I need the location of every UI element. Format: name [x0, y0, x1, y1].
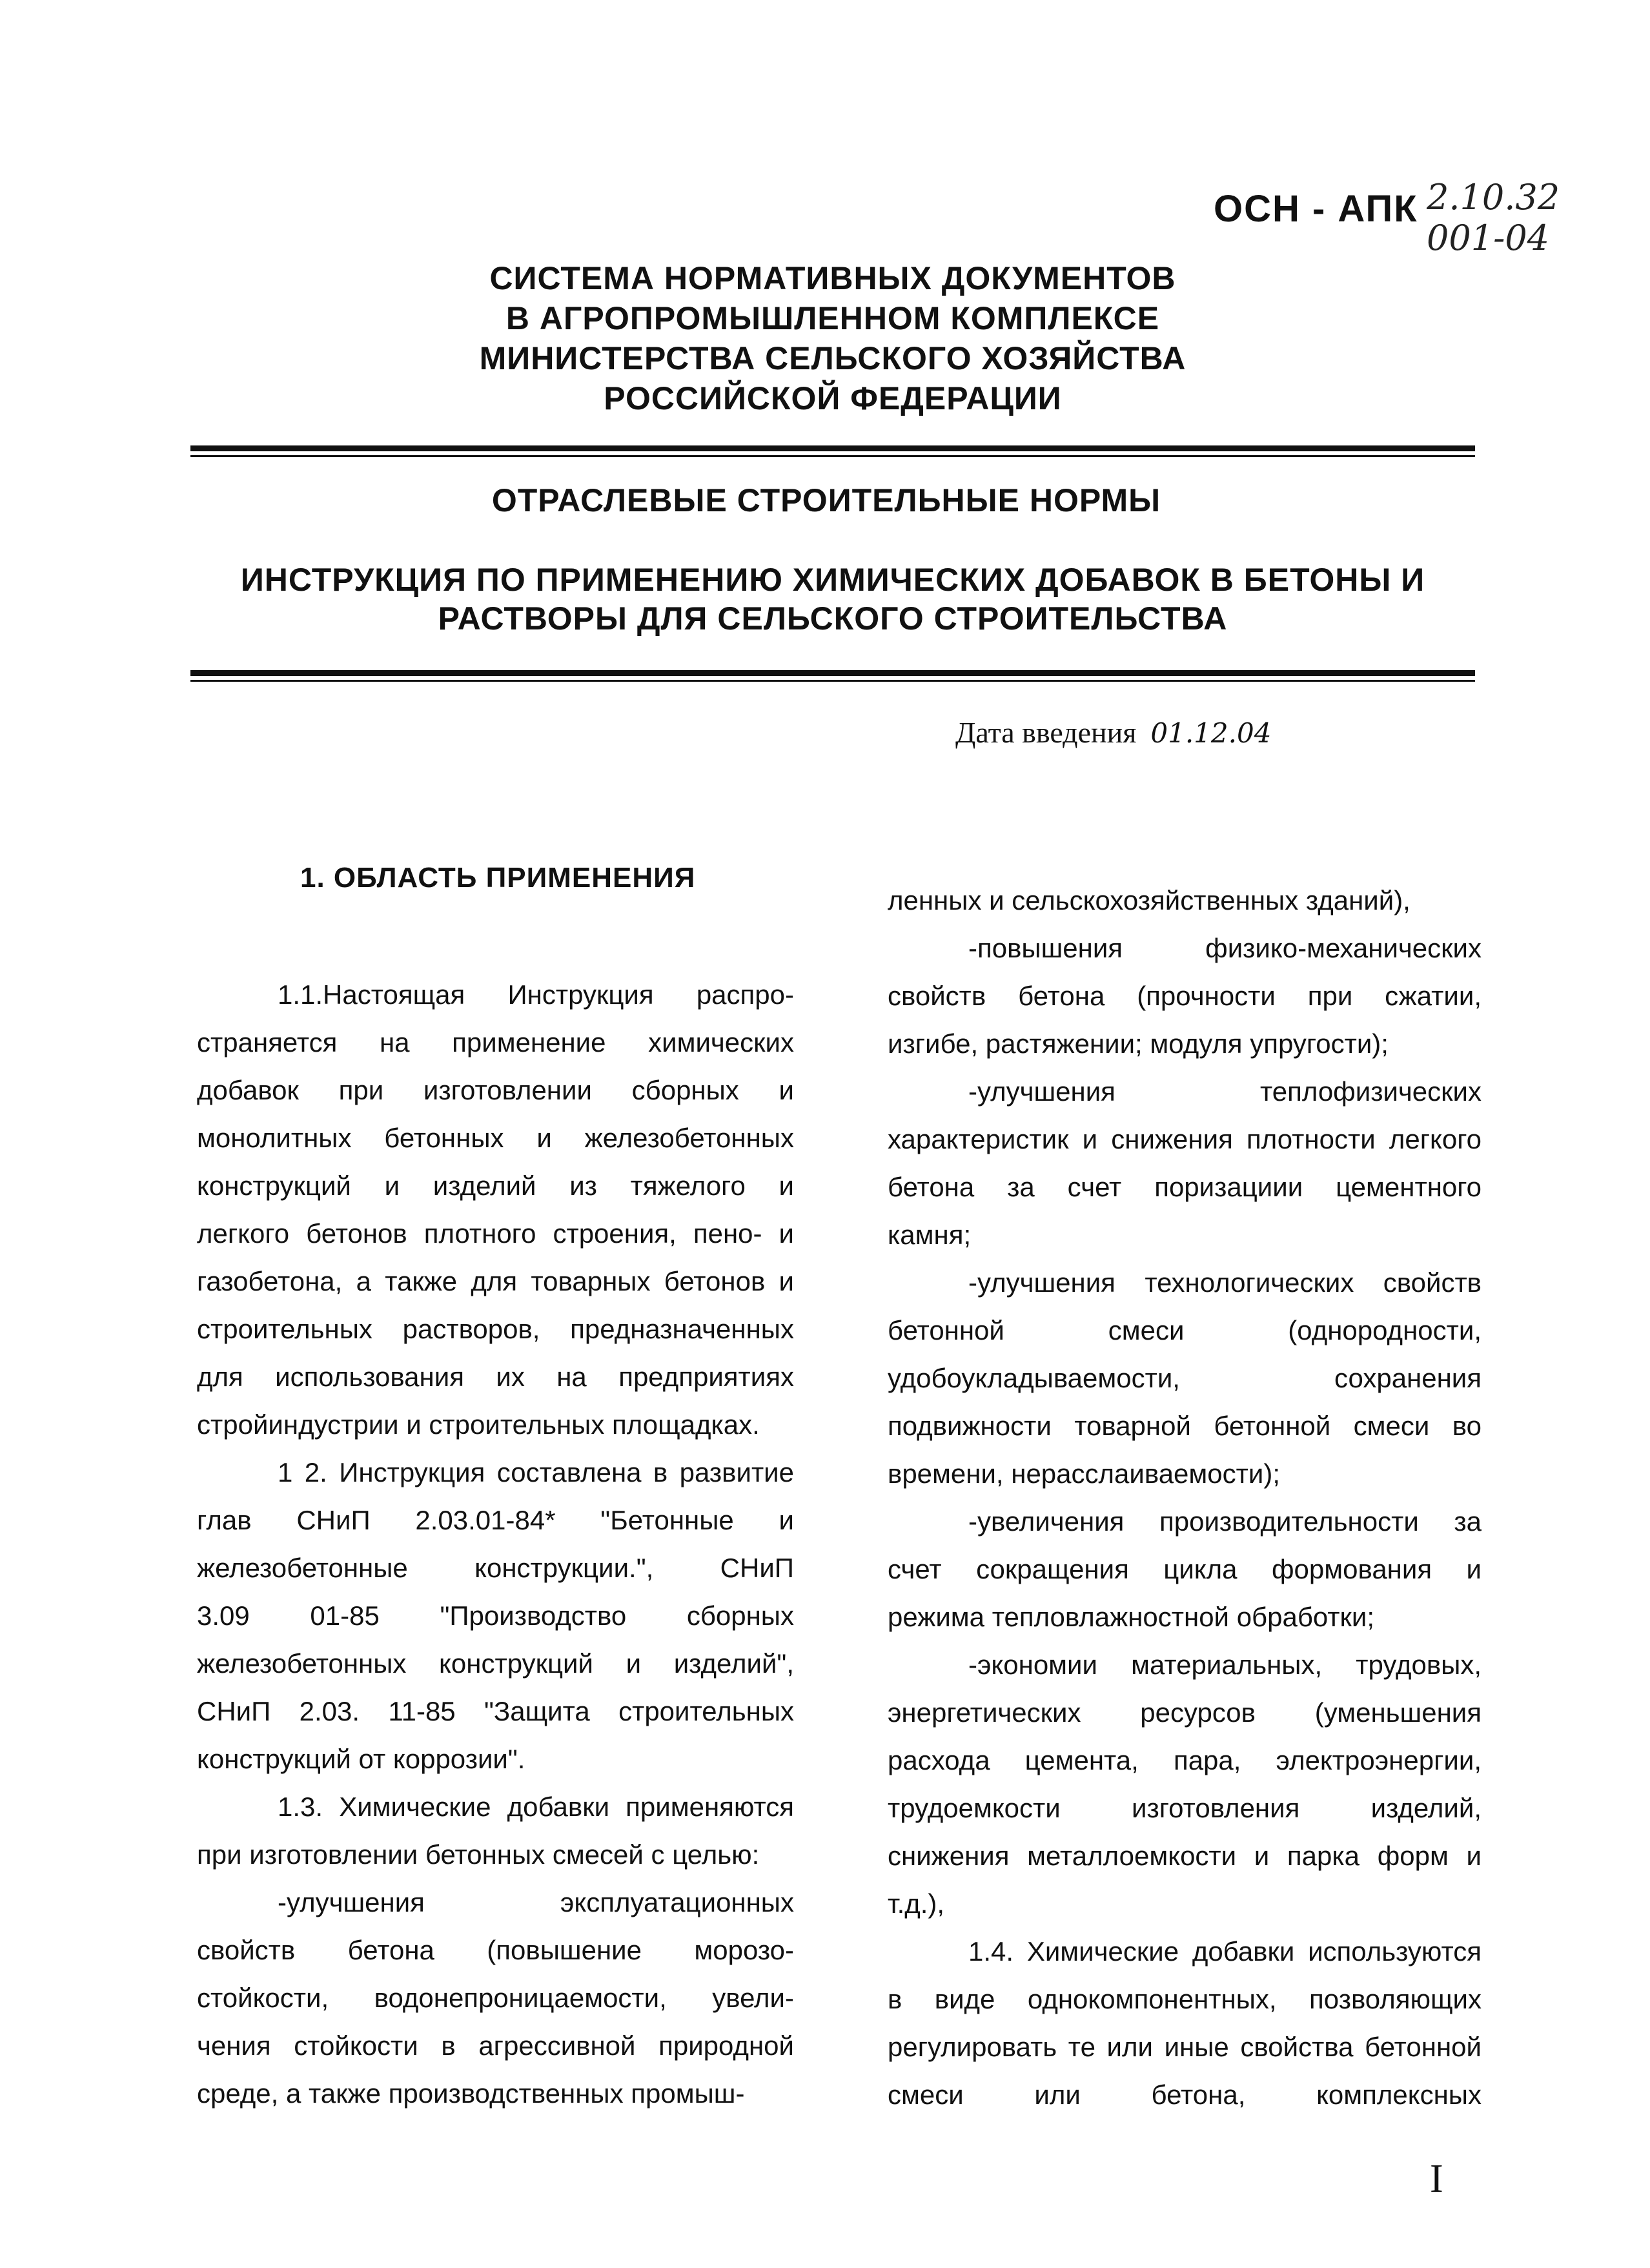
text-line: железобетонных конструкций и изделий", — [197, 1648, 794, 1679]
document-code — [1214, 173, 1575, 258]
system-title-line: СИСТЕМА НОРМАТИВНЫХ ДОКУМЕНТОВ — [489, 260, 1176, 296]
instruction-title — [187, 560, 1478, 638]
bottom-divider — [190, 670, 1475, 682]
text-line: -улучшения теплофизических — [968, 1076, 1482, 1107]
text-line: подвижности товарной бетонной смеси во — [888, 1411, 1482, 1441]
text-line: трудоемкости изготовления изделий, — [888, 1793, 1482, 1823]
text-line: чения стойкости в агрессивной природной — [197, 2030, 794, 2061]
system-title-line: В АГРОПРОМЫШЛЕННОМ КОМПЛЕКСЕ — [505, 300, 1160, 336]
text-line: стойкости, водонепроницаемости, увели- — [197, 1983, 794, 2013]
text-line: камня; — [888, 1220, 972, 1250]
text-line: конструкций от коррозии". — [197, 1744, 525, 1774]
introduction-date — [955, 715, 1536, 750]
date-value: 01.12.04 — [1150, 717, 1272, 749]
text-line: при изготовлении бетонных смесей с целью: — [197, 1839, 760, 1870]
date-label: Дата введения — [955, 716, 1137, 749]
text-line: снижения металлоемкости и парка форм и — [888, 1841, 1482, 1871]
text-line: счет сокращения цикла формования и — [888, 1554, 1482, 1584]
text-line: -увеличения производительности за — [968, 1506, 1482, 1537]
left-column — [197, 971, 794, 2118]
text-line: удобоукладываемости, сохранения — [888, 1363, 1482, 1393]
text-line: ленных и сельскохозяйственных зданий), — [888, 885, 1411, 915]
text-line: легкого бетонов плотного строения, пено- и — [197, 1218, 794, 1249]
text-line: -повышения физико-механических — [968, 933, 1482, 963]
text-line: глав СНиП 2.03.01-84* "Бетонные и — [197, 1505, 794, 1535]
text-line: газобетона, а также для товарных бетонов и — [197, 1266, 794, 1296]
text-line: свойств бетона (повышение морозо- — [197, 1935, 794, 1965]
text-line: расхода цемента, пара, электроэнергии, — [888, 1745, 1482, 1775]
norms-title: ОТРАСЛЕВЫЕ СТРОИТЕЛЬНЫЕ НОРМЫ — [491, 482, 1161, 518]
text-line: смеси или бетона, комплексных — [888, 2079, 1482, 2110]
text-line: 1.1.Настоящая Инструкция распро- — [278, 979, 794, 1010]
text-line: в виде однокомпонентных, позволяющих — [888, 1984, 1482, 2014]
text-line: 3.09 01-85 "Производство сборных — [197, 1600, 794, 1631]
text-line: 1.3. Химические добавки применяются — [278, 1792, 794, 1822]
text-line: т.д.), — [888, 1888, 945, 1919]
text-line: режима тепловлажностной обработки; — [888, 1602, 1375, 1632]
system-title-line: РОССИЙСКОЙ ФЕДЕРАЦИИ — [604, 380, 1062, 416]
page-number: I — [1430, 2157, 1443, 2201]
text-line: СНиП 2.03. 11-85 "Защита строительных — [197, 1696, 794, 1726]
section-heading: 1. ОБЛАСТЬ ПРИМЕНЕНИЯ — [300, 862, 696, 894]
instruction-title-line: РАСТВОРЫ ДЛЯ СЕЛЬСКОГО СТРОИТЕЛЬСТВА — [438, 600, 1228, 637]
instruction-title-line: ИНСТРУКЦИЯ ПО ПРИМЕНЕНИЮ ХИМИЧЕСКИХ ДОБАВОК В БЕТОНЫ И — [240, 562, 1425, 598]
text-line: характеристик и снижения плотности легкого — [888, 1124, 1482, 1154]
text-line: монолитных бетонных и железобетонных — [197, 1123, 794, 1153]
text-line: конструкций и изделий из тяжелого и — [197, 1170, 794, 1201]
text-line: -улучшения технологических свойств — [968, 1267, 1482, 1298]
text-line: изгибе, растяжении; модуля упругости); — [888, 1028, 1389, 1059]
system-title — [362, 258, 1304, 418]
top-divider — [190, 445, 1475, 457]
text-line: -экономии материальных, трудовых, — [968, 1650, 1482, 1680]
text-line: свойств бетона (прочности при сжатии, — [888, 981, 1482, 1011]
right-column — [888, 877, 1482, 2119]
text-line: регулировать те или иные свойства бетонной — [888, 2032, 1482, 2062]
text-line: бетонной смеси (однородности, — [888, 1315, 1482, 1345]
text-line: строительных растворов, предназначенных — [197, 1314, 794, 1344]
text-line: времени, нерасслаиваемости); — [888, 1458, 1280, 1489]
text-line: -улучшения эксплуатационных — [278, 1887, 794, 1917]
text-line: добавок при изготовлении сборных и — [197, 1075, 794, 1105]
system-title-line: МИНИСТЕРСТВА СЕЛЬСКОГО ХОЗЯЙСТВА — [479, 340, 1187, 376]
text-line: страняется на применение химических — [197, 1027, 794, 1057]
text-line: 1.4. Химические добавки используются — [968, 1936, 1482, 1967]
text-line: энергетических ресурсов (уменьшения — [888, 1697, 1482, 1728]
text-line: 1 2. Инструкция составлена в развитие — [278, 1457, 794, 1487]
text-line: бетона за счет поризациии цементного — [888, 1172, 1482, 1202]
text-line: для использования их на предприятиях — [197, 1362, 794, 1392]
text-line: железобетонные конструкции.", СНиП — [197, 1553, 794, 1583]
text-line: стройиндустрии и строительных площадках. — [197, 1409, 760, 1440]
document-code-prefix: ОСН - АПК — [1214, 188, 1418, 230]
text-line: среде, а также производственных промыш- — [197, 2078, 745, 2109]
document-code-number: 2.10.32 001-04 — [1427, 177, 1560, 258]
